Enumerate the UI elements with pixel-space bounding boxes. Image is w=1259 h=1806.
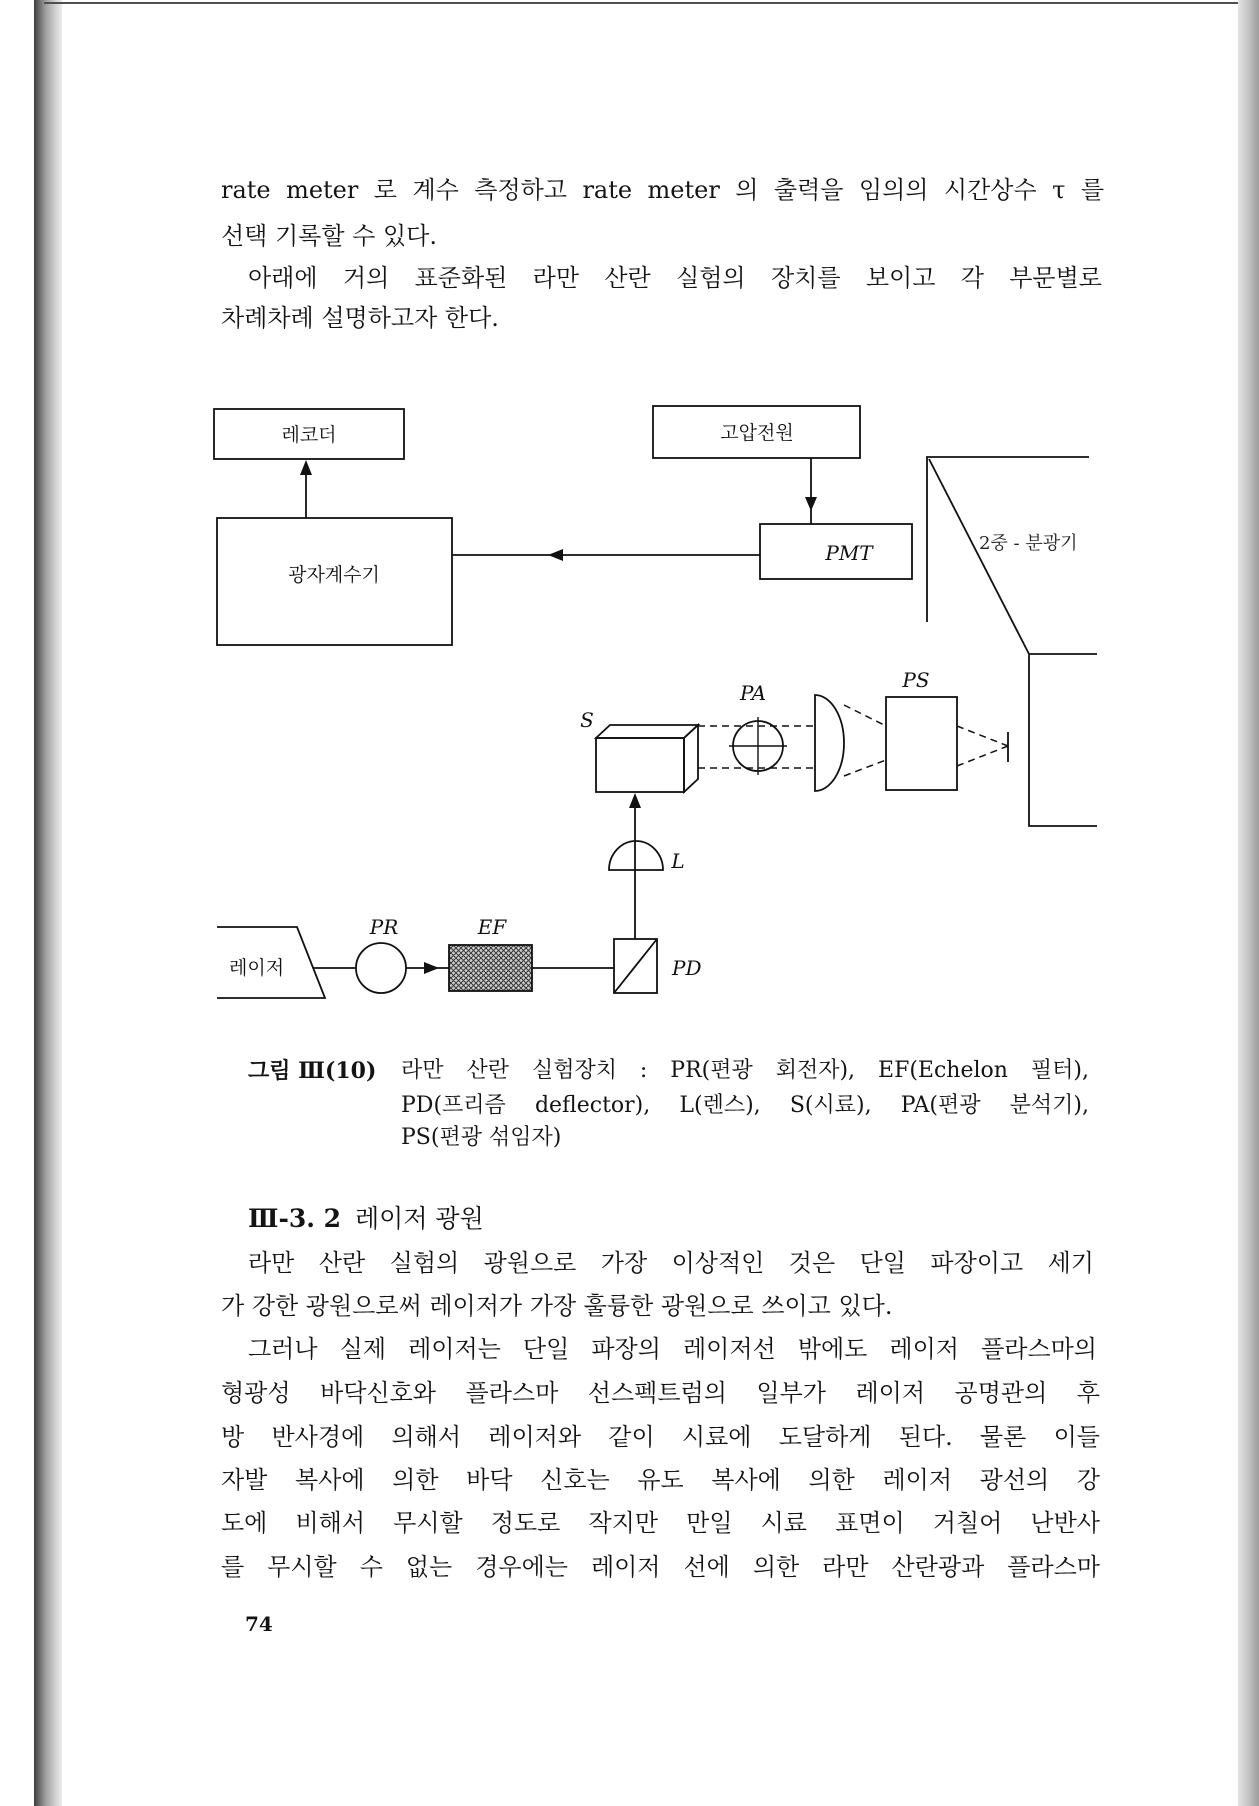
caption-line: PD(프리즘 deflector), L(렌스), S(시료), PA(편광 분석기),: [401, 1093, 1089, 1118]
hv-supply-label: 고압전원: [720, 422, 794, 444]
body-line: 를 무시할 수 없는 경우에는 레이저 선에 의한 라만 산란광과 플라스마: [221, 1553, 1100, 1581]
body-line: 자발 복사에 의한 바닥 신호는 유도 복사에 의한 레이저 광선의 강: [221, 1466, 1100, 1494]
pmt-label: PMT: [825, 541, 873, 565]
collected-beam-bottom: [844, 760, 886, 776]
spectrometer-label: 2중 - 분광기: [979, 533, 1078, 554]
spectrometer-outline-bottom: [1029, 654, 1097, 826]
intro-line: 선택 기록할 수 있다.: [221, 222, 437, 250]
ps-box: [886, 697, 957, 790]
collection-lens: [815, 695, 844, 791]
lens-label: L: [671, 849, 685, 873]
recorder-label: 레코더: [281, 424, 337, 446]
pr-label: PR: [369, 915, 399, 939]
page-number: 74: [245, 1612, 273, 1636]
body-line: 형광성 바닥신호와 플라스마 선스펙트럼의 일부가 레이저 공명관의 후: [221, 1379, 1100, 1407]
caption-line: PS(편광 섞임자): [401, 1125, 562, 1150]
body-line: 그러나 실제 레이저는 단일 파장의 레이저선 밖에도 레이저 플라스마의: [248, 1335, 1097, 1363]
pd-label: PD: [672, 956, 702, 980]
ef-label: EF: [477, 915, 507, 939]
body-line: 라만 산란 실험의 광원으로 가장 이상적인 것은 단일 파장이고 세기: [248, 1249, 1094, 1277]
body-line: 도에 비해서 무시할 정도로 작지만 만일 시료 표면이 거칠어 난반사: [221, 1509, 1100, 1537]
arrow-right-head: [424, 962, 439, 974]
section-heading: [248, 1201, 484, 1237]
pa-label: PA: [739, 681, 767, 705]
arrow-left-head: [548, 549, 563, 561]
collected-beam-top: [844, 705, 886, 726]
laser-label: 레이저: [229, 957, 285, 979]
focused-beam-top: [957, 726, 1008, 746]
caption-line: 라만 산란 실험장치 : PR(편광 회전자), EF(Echelon 필터),: [401, 1058, 1089, 1083]
ps-label: PS: [902, 668, 930, 692]
sample-box-side: [684, 725, 698, 792]
intro-line: rate meter 로 계수 측정하고 rate meter 의 출력을 임의의 시간상수 τ 를: [221, 176, 1104, 204]
arrow-up-head: [300, 460, 312, 475]
arrow-up-head: [629, 793, 641, 808]
spectrometer-diagonal: [929, 459, 1029, 654]
section-title: 레이저 광원: [355, 1204, 484, 1233]
focusing-lens: [609, 841, 663, 870]
body-line: 가 강한 광원으로써 레이저가 가장 훌륭한 광원으로 쓰이고 있다.: [221, 1292, 893, 1320]
section-number: Ⅲ-3. 2: [248, 1204, 342, 1233]
body-line: 방 반사경에 의해서 레이저와 같이 시료에 도달하게 된다. 물론 이들: [221, 1423, 1100, 1451]
focused-beam-bottom: [957, 746, 1008, 766]
arrow-down-head: [805, 497, 817, 511]
sample-label: S: [580, 708, 594, 732]
figure-number: 그림 Ⅲ(10): [248, 1058, 377, 1084]
sample-box-top: [596, 725, 698, 738]
intro-line: 차례차례 설명하고자 한다.: [221, 304, 499, 332]
intro-line: 아래에 거의 표준화된 라만 산란 실험의 장치를 보이고 각 부문별로: [248, 264, 1102, 292]
pr-circle: [356, 943, 406, 993]
sample-box-front: [596, 738, 684, 792]
photon-counter-label: 광자계수기: [288, 564, 380, 586]
